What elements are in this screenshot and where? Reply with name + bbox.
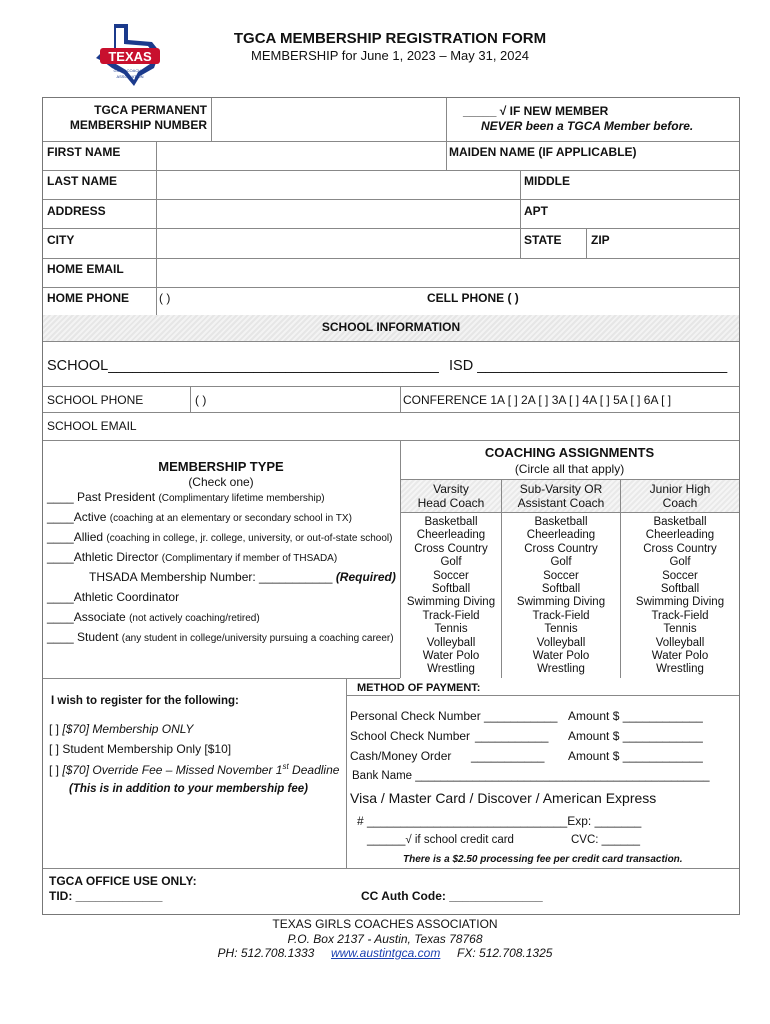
subvarsity-sport-tennis[interactable]: Tennis xyxy=(544,623,578,636)
junior-high-sport-basketball[interactable]: Basketball xyxy=(653,516,707,528)
svg-text:GIRLS COACHES: GIRLS COACHES xyxy=(113,68,147,73)
coaching-title: COACHING ASSIGNMENTS xyxy=(484,445,655,460)
varsity-sport-golf[interactable]: Golf xyxy=(440,556,462,569)
footer-phone: PH: 512.708.1333 xyxy=(217,946,315,960)
isd-input[interactable]: ISD _______________________________ xyxy=(449,358,728,374)
varsity-sport-swimming-diving[interactable]: Swimming Diving xyxy=(406,596,496,609)
middle-label: MIDDLE xyxy=(524,174,570,188)
subvarsity-sport-softball[interactable]: Softball xyxy=(541,583,581,596)
personal-check-input[interactable]: Personal Check Number ___________ xyxy=(350,709,558,723)
thsada-required: (Required) xyxy=(335,570,396,584)
past-president-note: (Complimentary lifetime membership) xyxy=(158,493,325,504)
svg-text:TEXAS: TEXAS xyxy=(108,49,152,64)
option-associate[interactable] xyxy=(47,610,260,624)
varsity-sport-tennis[interactable]: Tennis xyxy=(434,623,468,636)
home-phone-input[interactable]: ( ) xyxy=(159,291,171,305)
form-title: TGCA MEMBERSHIP REGISTRATION FORM xyxy=(233,30,547,47)
school-info-header xyxy=(43,315,739,341)
check-one-label: (Check one) xyxy=(188,475,254,489)
option-student[interactable] xyxy=(47,630,394,644)
column-subvarsity-head xyxy=(502,480,620,512)
associate-blank: ____ xyxy=(47,610,74,624)
junior-high-head-line1: Junior High xyxy=(649,482,711,496)
coaching-subtitle: (Circle all that apply) xyxy=(514,462,625,476)
subvarsity-sport-water-polo[interactable]: Water Polo xyxy=(532,650,590,663)
address-input[interactable] xyxy=(157,200,519,227)
membership-only-box: [ ] xyxy=(49,722,60,736)
membership-type-title: MEMBERSHIP TYPE xyxy=(158,459,284,474)
subvarsity-sport-golf[interactable]: Golf xyxy=(550,556,572,569)
past-president-blank: ____ xyxy=(47,490,74,504)
associate-label: Associate xyxy=(73,610,126,624)
cvc-input[interactable]: CVC: ______ xyxy=(571,834,641,846)
junior-high-sport-tennis[interactable]: Tennis xyxy=(663,623,697,636)
new-member-note: NEVER been a TGCA Member before. xyxy=(481,119,694,133)
junior-high-sport-swimming-diving[interactable]: Swimming Diving xyxy=(635,596,725,609)
junior-high-sport-golf[interactable]: Golf xyxy=(669,556,691,569)
register-note: (This is in addition to your membership fee) xyxy=(69,783,308,795)
svg-text:ASSOCIATION: ASSOCIATION xyxy=(116,74,144,79)
junior-high-sport-track-field[interactable]: Track-Field xyxy=(651,609,709,622)
athletic-director-blank: ____ xyxy=(47,550,74,564)
varsity-sport-cheerleading[interactable]: Cheerleading xyxy=(416,529,486,542)
fee-note: There is a $2.50 processing fee per credit card transaction. xyxy=(403,854,683,865)
junior-high-sport-cheerleading[interactable]: Cheerleading xyxy=(645,529,715,542)
subvarsity-sport-swimming-diving[interactable]: Swimming Diving xyxy=(516,596,606,609)
permanent-number-input[interactable] xyxy=(212,100,444,138)
home-email-input[interactable] xyxy=(157,259,737,286)
address-label: ADDRESS xyxy=(47,204,106,218)
first-name-input[interactable] xyxy=(157,142,445,169)
subvarsity-sport-basketball[interactable]: Basketball xyxy=(534,516,588,528)
column-varsity-head xyxy=(401,480,501,512)
subvarsity-sport-soccer[interactable]: Soccer xyxy=(543,569,579,582)
bank-name-input[interactable]: Bank Name ______________________________________________ xyxy=(352,770,710,782)
apt-label: APT xyxy=(524,204,548,218)
varsity-sport-softball[interactable]: Softball xyxy=(431,583,471,596)
subvarsity-head-line2: Assistant Coach xyxy=(517,496,605,510)
school-card-check[interactable]: ______√ if school credit card xyxy=(367,834,514,846)
registration-form xyxy=(42,97,740,915)
membership-only-price: [$70] xyxy=(62,722,90,736)
junior-high-sport-wrestling[interactable]: Wrestling xyxy=(656,663,704,676)
junior-high-sport-softball[interactable]: Softball xyxy=(660,583,700,596)
footer-address: P.O. Box 2137 - Austin, Texas 78768 xyxy=(287,932,483,946)
school-check-label: School Check Number xyxy=(350,729,471,743)
thsada-number-input[interactable] xyxy=(89,570,396,584)
form-subtitle: MEMBERSHIP for June 1, 2023 – May 31, 2024 xyxy=(251,48,529,63)
footer-contact xyxy=(0,946,770,960)
cash-amount[interactable]: Amount $ ____________ xyxy=(568,749,703,763)
subvarsity-head-line1: Sub-Varsity OR xyxy=(519,482,603,496)
student-note: (any student in college/university pursuing a coaching career) xyxy=(121,633,394,644)
cash-label: Cash/Money Order xyxy=(350,749,452,763)
subvarsity-sport-wrestling[interactable]: Wrestling xyxy=(537,663,585,676)
athletic-director-label: Athletic Director xyxy=(73,550,159,564)
active-blank: ____ xyxy=(47,510,74,524)
school-email-input[interactable] xyxy=(157,413,737,439)
school-info-title: SCHOOL INFORMATION xyxy=(321,320,461,334)
cash-input[interactable]: ___________ xyxy=(471,749,545,763)
varsity-sports-list xyxy=(401,516,501,677)
subvarsity-sports-list xyxy=(502,516,620,677)
option-athletic-director[interactable] xyxy=(47,550,337,564)
permanent-number-label xyxy=(61,103,207,133)
varsity-head-line2: Head Coach xyxy=(417,496,485,510)
student-label: Student xyxy=(77,630,119,644)
school-check-amount[interactable]: Amount $ ____________ xyxy=(568,729,703,743)
school-check-input[interactable]: ___________ xyxy=(475,729,549,743)
subvarsity-sport-volleyball[interactable]: Volleyball xyxy=(536,636,586,649)
register-student[interactable]: [ ] Student Membership Only [$10] xyxy=(49,742,232,756)
zip-label: ZIP xyxy=(591,233,610,247)
new-member-check[interactable]: _____ √ IF NEW MEMBER xyxy=(463,104,609,118)
junior-high-sport-cross-country[interactable]: Cross Country xyxy=(643,542,717,555)
footer-org: TEXAS GIRLS COACHES ASSOCIATION xyxy=(272,917,498,931)
past-president-label: Past President xyxy=(77,490,156,504)
option-active[interactable] xyxy=(47,510,352,524)
varsity-sport-volleyball[interactable]: Volleyball xyxy=(426,636,476,649)
permanent-label-line1: TGCA PERMANENT xyxy=(94,103,207,117)
option-athletic-coordinator[interactable] xyxy=(47,590,179,604)
junior-high-sport-water-polo[interactable]: Water Polo xyxy=(651,650,709,663)
junior-high-head-line2: Coach xyxy=(662,496,698,510)
conference-checkboxes[interactable]: CONFERENCE 1A [ ] 2A [ ] 3A [ ] 4A [ ] 5A [ ] 6A [ ] xyxy=(403,393,672,407)
home-email-label: HOME EMAIL xyxy=(47,262,124,276)
option-past-president[interactable] xyxy=(47,490,325,504)
override-fee-deadline: Deadline xyxy=(288,763,340,777)
payment-title: METHOD OF PAYMENT: xyxy=(357,682,481,694)
card-number-input[interactable]: # ______________________________Exp: _______ xyxy=(357,814,642,828)
register-membership-only[interactable] xyxy=(49,722,193,736)
footer-website-link[interactable]: www.austintgca.com xyxy=(330,946,441,960)
athletic-coordinator-blank: ____ xyxy=(47,590,74,604)
subvarsity-sport-cheerleading[interactable]: Cheerleading xyxy=(526,529,596,542)
column-junior-high-head xyxy=(621,480,739,512)
varsity-head-line1: Varsity xyxy=(433,482,469,496)
permanent-label-line2: MEMBERSHIP NUMBER xyxy=(69,118,207,132)
school-phone-input[interactable]: ( ) xyxy=(195,393,207,407)
active-note: (coaching at an elementary or secondary school in TX) xyxy=(109,513,352,524)
first-name-label: FIRST NAME xyxy=(47,145,121,159)
thsada-label: THSADA Membership Number: ___________ xyxy=(89,570,333,584)
athletic-director-note: (Complimentary if member of THSADA) xyxy=(161,553,338,564)
varsity-sport-cross-country[interactable]: Cross Country xyxy=(414,542,488,555)
school-email-label: SCHOOL EMAIL xyxy=(47,419,137,433)
subvarsity-sport-cross-country[interactable]: Cross Country xyxy=(524,542,598,555)
school-phone-label: SCHOOL PHONE xyxy=(47,393,144,407)
school-input[interactable]: SCHOOL_________________________________________ xyxy=(47,358,439,374)
personal-check-amount[interactable]: Amount $ ____________ xyxy=(568,709,703,723)
cc-auth-field[interactable]: CC Auth Code: ______________ xyxy=(361,889,543,903)
allied-label: Allied xyxy=(73,530,104,544)
active-label: Active xyxy=(73,510,107,524)
register-title: I wish to register for the following: xyxy=(51,695,239,707)
home-phone-label: HOME PHONE xyxy=(47,291,130,305)
associate-note: (not actively coaching/retired) xyxy=(129,613,260,624)
city-input[interactable] xyxy=(157,229,519,257)
option-allied[interactable] xyxy=(47,530,392,544)
varsity-sport-track-field[interactable]: Track-Field xyxy=(422,609,480,622)
override-fee-price: [$70] xyxy=(62,763,90,777)
register-override-fee[interactable] xyxy=(49,762,339,777)
tid-field[interactable]: TID: _____________ xyxy=(49,889,163,903)
student-blank: ____ xyxy=(47,630,74,644)
maiden-name-label: MAIDEN NAME (IF APPLICABLE) xyxy=(449,145,637,159)
subvarsity-sport-track-field[interactable]: Track-Field xyxy=(532,609,590,622)
override-fee-text: Override Fee – Missed November 1 xyxy=(92,763,283,777)
office-use-title: TGCA OFFICE USE ONLY: xyxy=(49,874,197,888)
membership-only-text: Membership ONLY xyxy=(92,722,194,736)
junior-high-sport-volleyball[interactable]: Volleyball xyxy=(655,636,705,649)
varsity-sport-basketball[interactable]: Basketball xyxy=(424,516,478,528)
cell-phone-input[interactable]: CELL PHONE ( ) xyxy=(427,291,519,305)
last-name-input[interactable] xyxy=(157,171,519,198)
varsity-sport-wrestling[interactable]: Wrestling xyxy=(427,663,475,676)
varsity-sport-soccer[interactable]: Soccer xyxy=(433,569,469,582)
card-types: Visa / Master Card / Discover / American Express xyxy=(350,790,657,806)
junior-high-sport-soccer[interactable]: Soccer xyxy=(662,569,698,582)
footer-fax: FX: 512.708.1325 xyxy=(457,946,553,960)
override-fee-box: [ ] xyxy=(49,763,60,777)
athletic-coordinator-label: Athletic Coordinator xyxy=(73,590,180,604)
allied-note: (coaching in college, jr. college, university, or out-of-state school) xyxy=(106,533,393,544)
junior-high-sports-list xyxy=(621,516,739,677)
override-fee-sup: st xyxy=(282,762,289,771)
varsity-sport-water-polo[interactable]: Water Polo xyxy=(422,650,480,663)
city-label: CITY xyxy=(47,233,75,247)
allied-blank: ____ xyxy=(47,530,74,544)
last-name-label: LAST NAME xyxy=(47,174,117,188)
state-label: STATE xyxy=(524,233,562,247)
